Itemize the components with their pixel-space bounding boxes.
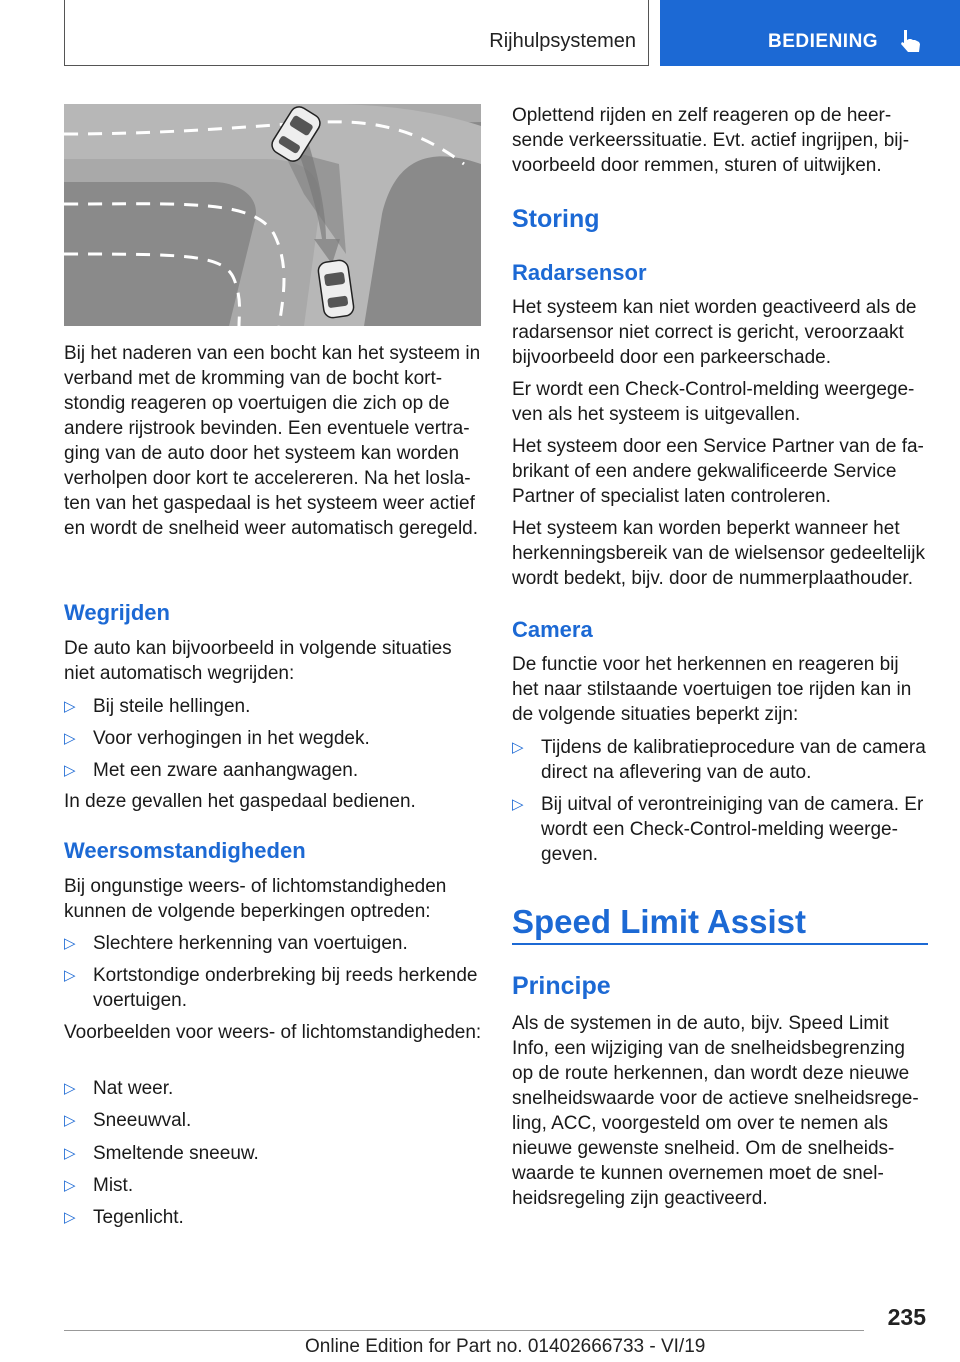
title-underline — [512, 943, 928, 945]
hand-pointer-icon — [896, 26, 926, 56]
triangle-bullet-icon: ▷ — [64, 698, 76, 715]
list-item: ▷ Bij uitval of verontreiniging van de camera. Er wordt een Check-Control-melding weergegeven. — [512, 794, 924, 865]
triangle-bullet-icon: ▷ — [64, 762, 76, 779]
edition-note: Online Edition for Part no. 01402666733 - VI/19 — [305, 1336, 706, 1357]
heading-weersomstandigheden: Weersomstandigheden — [64, 838, 306, 863]
triangle-bullet-icon: ▷ — [64, 1080, 76, 1097]
radar-p2: Er wordt een Check-Control-melding weergegeven als het systeem is uitgevallen. — [512, 379, 915, 425]
triangle-bullet-icon: ▷ — [512, 739, 524, 756]
wegrijden-outro: In deze gevallen het gaspedaal bedienen. — [64, 791, 416, 812]
triangle-bullet-icon: ▷ — [512, 796, 524, 813]
heading-speed-limit-assist: Speed Limit Assist — [512, 903, 807, 940]
triangle-bullet-icon: ▷ — [64, 935, 76, 952]
list-item: ▷ Kortstondige onderbreking bij reeds herkende voertuigen. — [64, 965, 478, 1011]
radar-p4: Het systeem kan worden beperkt wanneer het herkenningsbereik van de wielsensor gedeeltelijk wordt bedekt, bijv. door de nummerplaathouder. — [512, 518, 925, 589]
heading-wegrijden: Wegrijden — [64, 600, 170, 625]
triangle-bullet-icon: ▷ — [64, 730, 76, 747]
right-intro: Oplettend rijden en zelf reageren op de heersende verkeerssituatie. Evt. actief ingrijpen, bijvoorbeeld door remmen, sturen of uitwijken. — [512, 105, 910, 176]
radar-p3: Het systeem door een Service Partner van de fabrikant of een andere gekwalificeerde Service Partner of specialist laten controleren. — [512, 436, 924, 507]
radar-p1: Het systeem kan niet worden geactiveerd als de radarsensor niet correct is gericht, veroorzaakt bijvoorbeeld door een parkeerschade. — [512, 297, 917, 368]
list-item: ▷ Bij steile hellingen. — [64, 696, 251, 717]
wegrijden-intro: De auto kan bijvoorbeeld in volgende situaties niet automatisch wegrijden: — [64, 638, 452, 684]
section-title: Rijhulpsystemen — [489, 30, 636, 52]
list-item: ▷ Voor verhogingen in het wegdek. — [64, 728, 370, 749]
footer-rule — [64, 1330, 864, 1331]
heading-storing: Storing — [512, 205, 600, 233]
tab-label: BEDIENING — [768, 31, 879, 52]
list-item: ▷ Nat weer. — [64, 1078, 174, 1099]
principe-text: Als de systemen in de auto, bijv. Speed Limit Info, een wijziging van de snelheidsbegrenzing op de route herkennen, dan wordt deze nieuwe snelheidswaarde voor de actieve snelheidsregeling, ACC, voorgesteld om over te nemen als nieuwe gewenste snelheid. Om de snelheidswaarde te kunnen overnemen moet de snelheidsregeling zijn geactiveerd. — [512, 1013, 919, 1209]
heading-principe: Principe — [512, 972, 611, 1000]
triangle-bullet-icon: ▷ — [64, 967, 76, 984]
heading-radarsensor: Radarsensor — [512, 260, 647, 285]
triangle-bullet-icon: ▷ — [64, 1145, 76, 1162]
header-tab — [660, 0, 960, 66]
list-item: ▷ Slechtere herkenning van voertuigen. — [64, 933, 408, 954]
intro-paragraph: Bij het naderen van een bocht kan het systeem in verband met de kromming van de bocht kortstondig reageren op voertuigen die zich op de andere rijstrook bevinden. Een eventuele vertraging van de auto door het systeem kan worden verholpen door kort te accelereren. Na het loslaten van het gaspedaal is het systeem weer actief en wordt de snelheid weer automatisch geregeld. — [64, 343, 481, 539]
curve-illustration — [64, 104, 481, 326]
triangle-bullet-icon: ▷ — [64, 1177, 76, 1194]
list-item: ▷ Tijdens de kalibratieprocedure van de camera direct na aflevering van de auto. — [512, 737, 926, 783]
camera-intro: De functie voor het herkennen en reageren bij het naar stilstaande voertuigen toe rijden kan in de volgende situaties beperkt zijn: — [512, 654, 912, 725]
list-item: ▷ Smeltende sneeuw. — [64, 1143, 259, 1164]
triangle-bullet-icon: ▷ — [64, 1209, 76, 1226]
weer-examples-intro: Voorbeelden voor weers- of lichtomstandigheden: — [64, 1022, 482, 1043]
page-number: 235 — [887, 1304, 926, 1330]
list-item: ▷ Sneeuwval. — [64, 1110, 192, 1131]
header-section-box — [64, 0, 649, 66]
list-item: ▷ Met een zware aanhangwagen. — [64, 760, 359, 781]
list-item: ▷ Mist. — [64, 1175, 134, 1196]
heading-camera: Camera — [512, 617, 593, 642]
triangle-bullet-icon: ▷ — [64, 1112, 76, 1129]
weer-intro: Bij ongunstige weers- of lichtomstandigheden kunnen de volgende beperkingen optreden: — [64, 876, 447, 922]
list-item: ▷ Tegenlicht. — [64, 1207, 184, 1228]
